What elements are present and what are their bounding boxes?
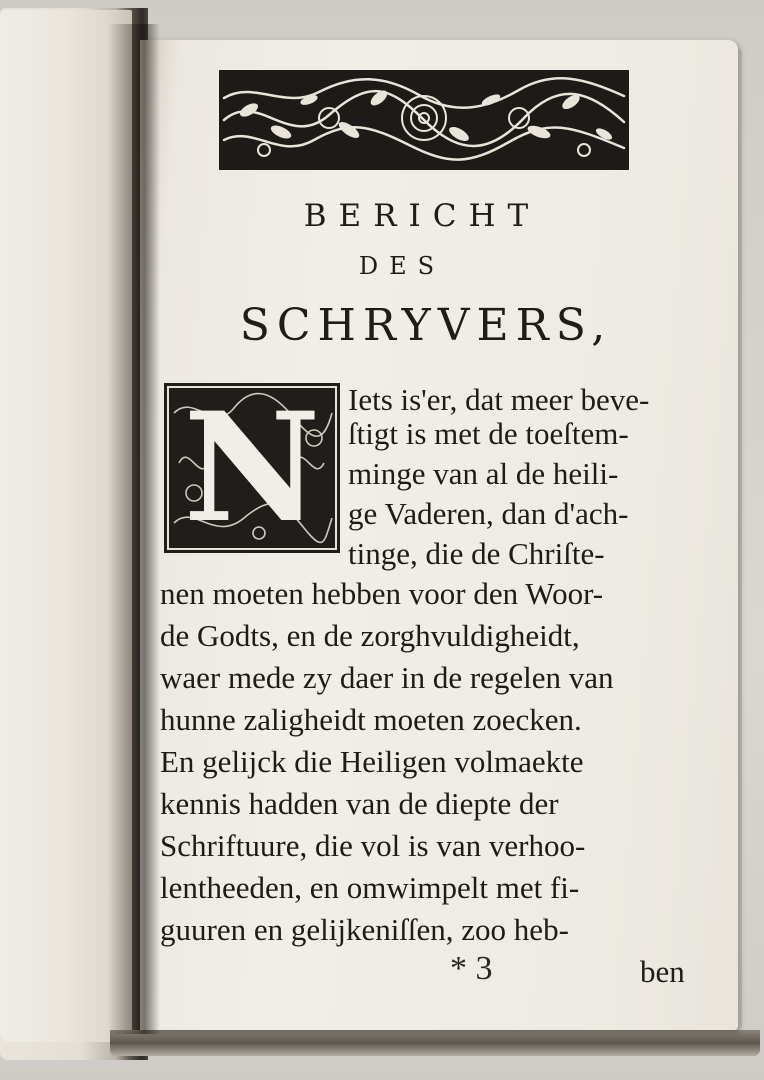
- text-line-8: waer mede zy daer in de regelen van: [160, 660, 614, 695]
- text-line-9: hunne zaligheidt moeten zoecken.: [160, 702, 582, 737]
- heading-schryvers: SCHRYVERS,: [239, 300, 613, 351]
- text-line-4: ge Vaderen, dan d'ach-: [348, 496, 629, 531]
- text-line-11: kennis hadden van de diepte der: [160, 786, 559, 821]
- text-line-14: guuren en gelijkeniſſen, zoo heb-: [160, 912, 569, 947]
- text-line-1: Iets is'er, dat meer beve-: [348, 382, 650, 417]
- text-line-3: minge van al de heili-: [348, 456, 619, 491]
- heading-des: DES: [358, 252, 446, 280]
- decorated-initial: [164, 380, 340, 556]
- floral-headpiece-ornament: [219, 70, 629, 170]
- catchword: ben: [640, 954, 685, 989]
- text-line-12: Schriftuure, die vol is van verhoo-: [160, 828, 586, 863]
- text-line-2: ſtigt is met de toeſtem-: [348, 416, 629, 451]
- initial-letter: N: [183, 380, 321, 556]
- book-bottom-edge: [110, 1030, 760, 1056]
- text-line-7: de Godts, en de zorghvuldigheidt,: [160, 618, 580, 653]
- text-line-10: En gelijck die Heiligen volmaekte: [160, 744, 584, 779]
- text-line-13: lentheeden, en omwimpelt met fi-: [160, 870, 580, 905]
- signature-mark: * 3: [450, 950, 493, 987]
- text-line-5: tinge, die de Chriſte-: [348, 536, 605, 571]
- heading-bericht: BERICHT: [303, 198, 541, 234]
- text-line-6: nen moeten hebben voor den Woor-: [160, 576, 604, 611]
- gutter-shadow: [108, 24, 160, 1034]
